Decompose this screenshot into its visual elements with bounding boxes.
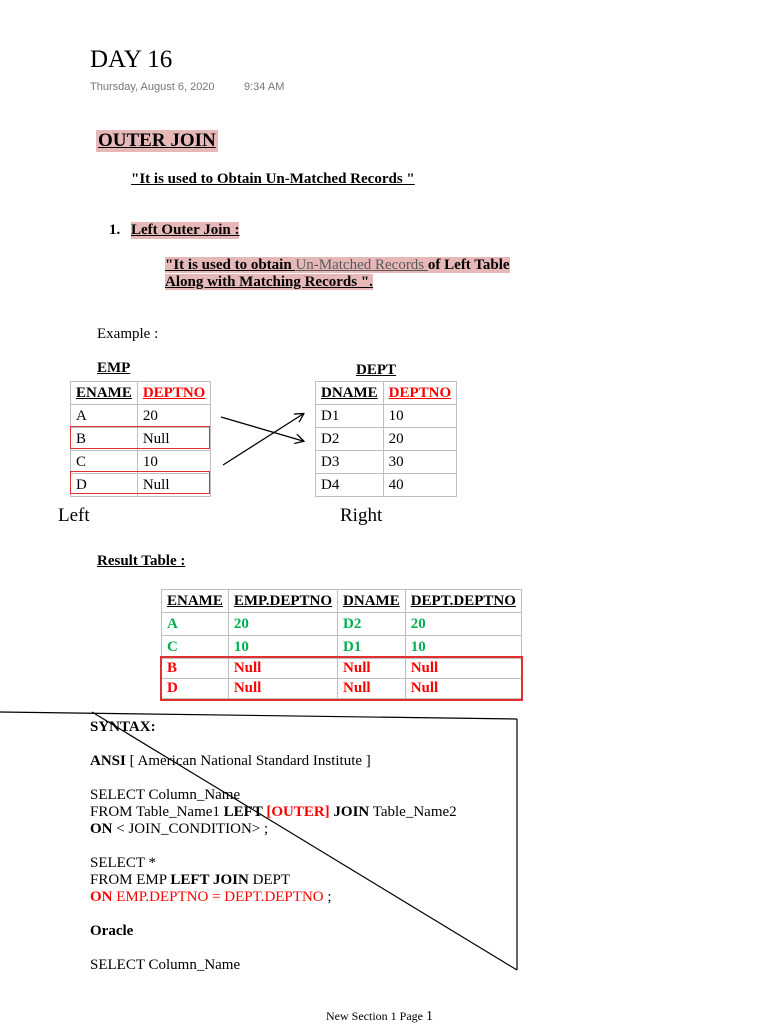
q1-left: LEFT (223, 804, 267, 820)
result-cell: A (162, 613, 229, 636)
ansi-label: ANSI (90, 753, 126, 769)
emp-cell: Null (137, 428, 211, 451)
syntax-block (90, 719, 457, 974)
emp-caption: EMP (97, 360, 131, 376)
emp-cell: A (71, 405, 138, 428)
q1-outer: [OUTER] (266, 804, 330, 820)
q1-table2: Table_Name2 (369, 804, 457, 820)
right-label: Right (340, 505, 383, 526)
result-cell: 10 (405, 636, 521, 659)
ansi-desc: [ American National Standard Institute ] (125, 753, 371, 769)
q1-join: JOIN (329, 804, 370, 820)
emp-header-deptno: DEPTNO (137, 382, 211, 405)
query3-line1: SELECT Column_Name (90, 957, 241, 973)
section-heading: OUTER JOIN (98, 130, 216, 151)
emp-cell: C (71, 451, 138, 474)
result-cell: Null (405, 659, 521, 679)
dept-cell: D1 (316, 405, 384, 428)
query2-line2 (90, 872, 457, 889)
dept-cell: D2 (316, 428, 384, 451)
emp-cell: 20 (137, 405, 211, 428)
result-cell: B (162, 659, 229, 679)
result-cell: 20 (405, 613, 521, 636)
result-cell: Null (228, 679, 337, 699)
result-cell: Null (405, 679, 521, 699)
result-header: DNAME (338, 590, 406, 613)
q2-on: ON (90, 889, 113, 905)
result-cell: D1 (338, 636, 406, 659)
left-label: Left (58, 505, 90, 526)
desc-part3: of Left Table (427, 257, 510, 273)
q1-from: FROM Table_Name1 (90, 804, 224, 820)
result-cell: 20 (228, 613, 337, 636)
result-cell: Null (228, 659, 337, 679)
desc-line2: Along with Matching Records ". (165, 274, 373, 290)
footer-text: New Section 1 Page (326, 1009, 426, 1023)
query2-line3 (90, 889, 457, 906)
q2-left-join: LEFT JOIN (170, 872, 249, 888)
q2-condition: EMP.DEPTNO = DEPT.DEPTNO (112, 889, 324, 905)
result-cell: C (162, 636, 229, 659)
query2-line1: SELECT * (90, 855, 156, 871)
emp-cell: Null (137, 474, 211, 497)
syntax-title: SYNTAX: (90, 719, 156, 735)
emp-cell: D (71, 474, 138, 497)
query1-line2 (90, 804, 457, 821)
emp-header-ename: ENAME (71, 382, 138, 405)
result-cell: D2 (338, 613, 406, 636)
dept-cell: 20 (383, 428, 457, 451)
page-title: DAY 16 (90, 46, 173, 73)
result-header: EMP.DEPTNO (228, 590, 337, 613)
section-definition: "It is used to Obtain Un-Matched Records " (131, 171, 415, 187)
emp-cell: B (71, 428, 138, 451)
footer-page-number: 1 (425, 1009, 433, 1024)
page-time: 9:34 AM (244, 81, 285, 93)
result-cell: D (162, 679, 229, 699)
q1-on: ON (90, 821, 113, 837)
emp-cell: 10 (137, 451, 211, 474)
desc-part2: Un-Matched Records (295, 257, 428, 273)
desc-part1: "It is used to obtain (165, 257, 296, 273)
ansi-line (90, 753, 457, 770)
oracle-label: Oracle (90, 923, 134, 939)
result-cell: 10 (228, 636, 337, 659)
left-join-title: Left Outer Join : (131, 222, 240, 238)
dept-header-deptno: DEPTNO (383, 382, 457, 405)
q1-condition: < JOIN_CONDITION> ; (112, 821, 269, 837)
result-caption: Result Table : (97, 553, 186, 569)
dept-cell: 10 (383, 405, 457, 428)
list-number: 1. (109, 222, 121, 238)
example-label: Example : (97, 326, 159, 342)
q2-semicolon: ; (323, 889, 332, 905)
query1-line1: SELECT Column_Name (90, 787, 241, 803)
result-cell: Null (338, 679, 406, 699)
result-header: DEPT.DEPTNO (405, 590, 521, 613)
q2-dept: DEPT (248, 872, 291, 888)
page-date: Thursday, August 6, 2020 (90, 81, 215, 93)
dept-caption: DEPT (356, 362, 397, 378)
dept-cell: D3 (316, 451, 384, 474)
result-cell: Null (338, 659, 406, 679)
dept-cell: 40 (383, 474, 457, 497)
q2-from: FROM EMP (90, 872, 171, 888)
page-footer (326, 1009, 433, 1025)
query1-line3 (90, 821, 457, 838)
dept-header-dname: DNAME (316, 382, 384, 405)
result-header: ENAME (162, 590, 229, 613)
dept-cell: D4 (316, 474, 384, 497)
dept-cell: 30 (383, 451, 457, 474)
